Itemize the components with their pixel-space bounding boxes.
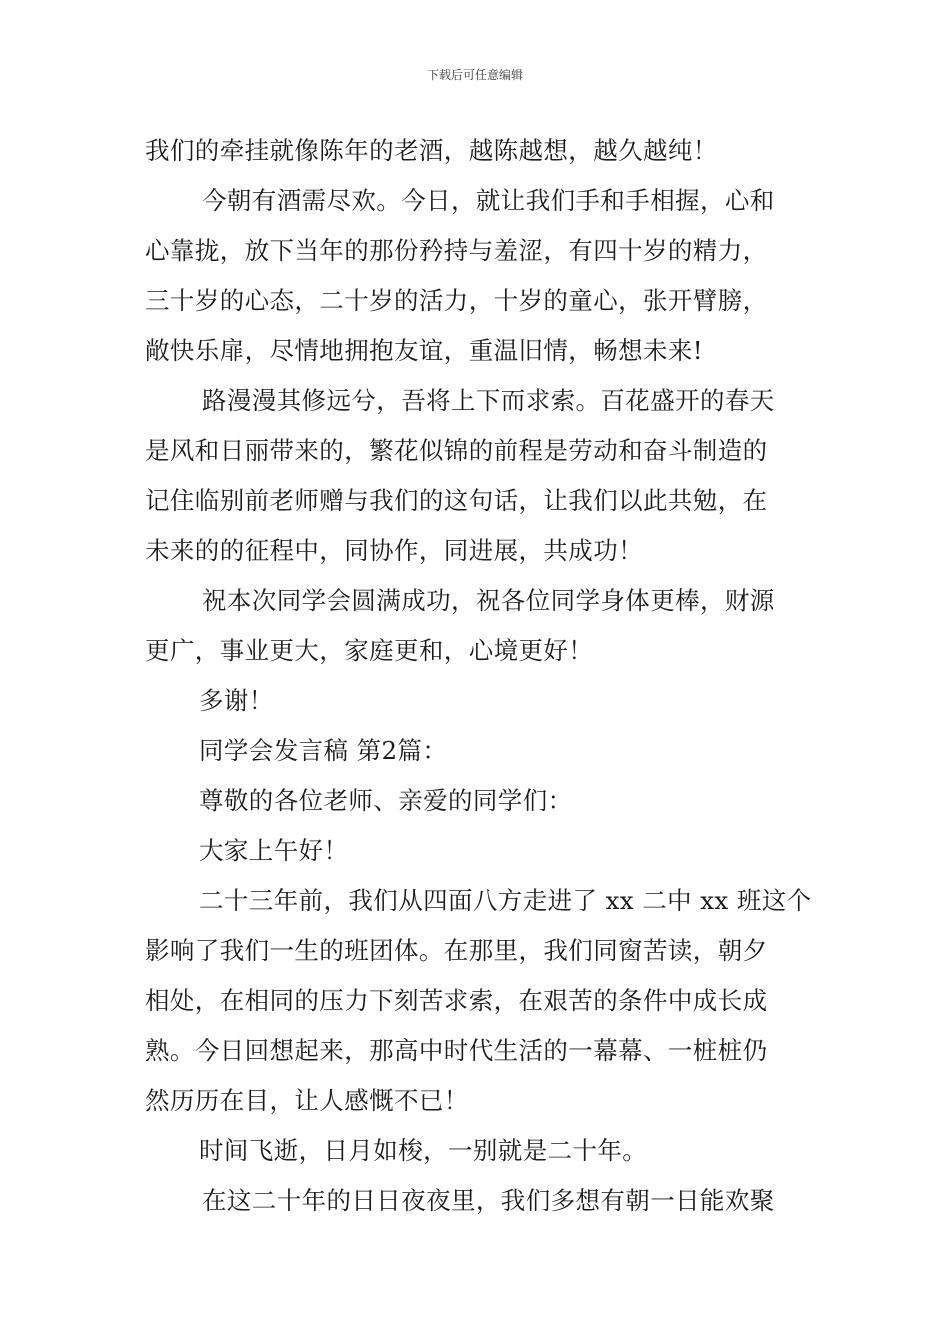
salutation: 尊敬的各位老师、亲爱的同学们：	[199, 786, 573, 815]
text-line: 影响了我们一生的班团体。在那里，我们同窗苦读，朝夕	[145, 936, 768, 965]
text-line: 今朝有酒需尽欢。今日，就让我们手和手相握，心和	[202, 186, 775, 215]
text-line: 记住临别前老师赠与我们的这句话，让我们以此共勉，在	[145, 486, 768, 515]
text-line: 路漫漫其修远兮，吾将上下而求索。百花盛开的春天	[202, 386, 775, 415]
greeting: 大家上午好！	[199, 836, 349, 865]
text-line: 二十三年前，我们从四面八方走进了 xx 二中 xx 班这个	[199, 886, 812, 915]
text-line: 三十岁的心态，二十岁的活力，十岁的童心，张开臂膀，	[145, 286, 768, 315]
text-line: 在这二十年的日日夜夜里，我们多想有朝一日能欢聚	[202, 1186, 775, 1215]
text-line: 熟。今日回想起来，那高中时代生活的一幕幕、一桩桩仍	[145, 1036, 768, 1065]
text-line: 敞快乐扉，尽情地拥抱友谊，重温旧情，畅想未来!	[145, 336, 704, 365]
document-body	[145, 126, 810, 1226]
text-line: 心靠拢，放下当年的那份矜持与羞涩，有四十岁的精力，	[145, 236, 768, 265]
text-line: 我们的牵挂就像陈年的老酒，越陈越想，越久越纯！	[145, 136, 718, 165]
text-line: 更广，事业更大，家庭更和，心境更好！	[145, 636, 594, 665]
text-line: 然历历在目，让人感慨不已！	[145, 1086, 469, 1115]
section-heading: 同学会发言稿 第2篇：	[199, 736, 448, 765]
text-line: 相处，在相同的压力下刻苦求索，在艰苦的条件中成长成	[145, 986, 768, 1015]
text-line: 是风和日丽带来的，繁花似锦的前程是劳动和奋斗制造的	[145, 436, 768, 465]
text-line: 祝本次同学会圆满成功，祝各位同学身体更棒，财源	[202, 586, 775, 615]
text-line: 多谢！	[199, 686, 274, 715]
text-line: 时间飞逝，日月如梭，一别就是二十年。	[199, 1136, 648, 1165]
page-header: 下载后可任意编辑	[426, 68, 523, 82]
text-line: 未来的的征程中，同协作，同进展，共成功！	[145, 536, 643, 565]
